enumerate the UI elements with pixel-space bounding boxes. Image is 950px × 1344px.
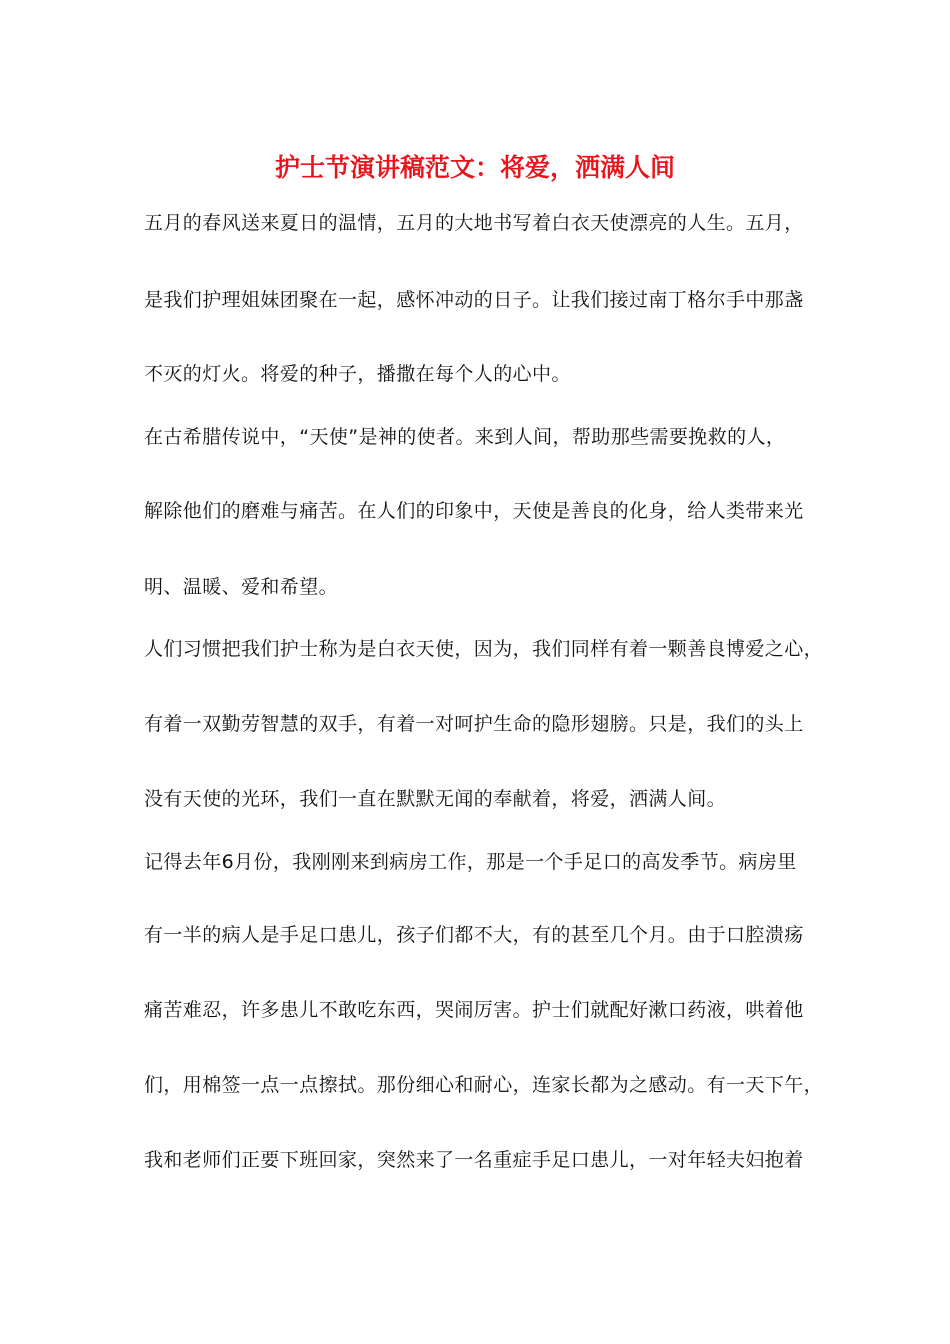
paragraph-2-line-1: 在古希腊传说中，“天使”是神的使者。来到人间，帮助那些需要挽救的人， xyxy=(144,426,786,448)
paragraph-1-line-1: 五月的春风送来夏日的温情，五月的大地书写着白衣天使漂亮的人生。五月， xyxy=(144,212,804,234)
paragraph-4-line-3: 痛苦难忍，许多患儿不敢吃东西，哭闹厉害。护士们就配好漱口药液，哄着他 xyxy=(144,999,804,1021)
paragraph-3-line-3: 没有天使的光环，我们一直在默默无闻的奉献着，将爱，洒满人间。 xyxy=(144,788,727,810)
paragraph-4-line-4: 们，用棉签一点一点擦拭。那份细心和耐心，连家长都为之感动。有一天下午， xyxy=(144,1074,824,1096)
paragraph-1-line-3: 不灭的灯火。将爱的种子，播撒在每个人的心中。 xyxy=(144,363,571,385)
paragraph-3-line-1: 人们习惯把我们护士称为是白衣天使，因为，我们同样有着一颗善良博爱之心， xyxy=(144,638,824,660)
paragraph-4-line-1: 记得去年6月份，我刚刚来到病房工作，那是一个手足口的高发季节。病房里 xyxy=(144,851,797,873)
paragraph-4-line-5: 我和老师们正要下班回家，突然来了一名重症手足口患儿，一对年轻夫妇抱着 xyxy=(144,1149,804,1171)
document-title: 护士节演讲稿范文：将爱，洒满人间 xyxy=(274,153,675,182)
paragraph-2-line-2: 解除他们的磨难与痛苦。在人们的印象中，天使是善良的化身，给人类带来光 xyxy=(144,500,804,522)
paragraph-3-line-2: 有着一双勤劳智慧的双手，有着一对呵护生命的隐形翅膀。只是，我们的头上 xyxy=(144,713,804,735)
paragraph-1-line-2: 是我们护理姐妹团聚在一起，感怀冲动的日子。让我们接过南丁格尔手中那盏 xyxy=(144,289,804,311)
paragraph-4-line-2: 有一半的病人是手足口患儿，孩子们都不大，有的甚至几个月。由于口腔溃疡 xyxy=(144,924,804,946)
paragraph-2-line-3: 明、温暖、爱和希望。 xyxy=(144,576,339,598)
